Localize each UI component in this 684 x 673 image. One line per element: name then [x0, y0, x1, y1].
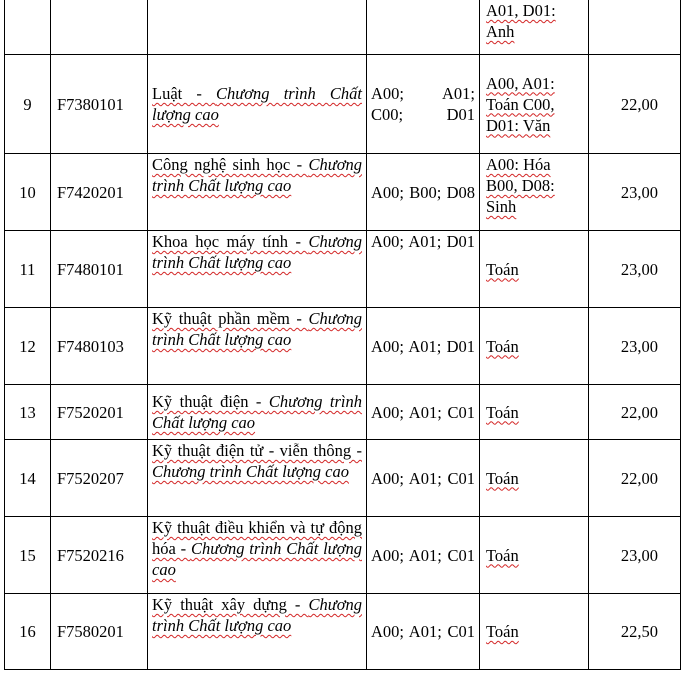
subject-combinations: A00; A01; C00; D01 — [367, 55, 480, 154]
admission-score-table — [4, 0, 681, 670]
subject-combinations: A00; A01; C01 — [367, 517, 480, 594]
main-subject: Toán — [480, 231, 589, 308]
row-number: 15 — [5, 517, 51, 594]
program-code: F7520216 — [51, 517, 148, 594]
program-name: Luật - Chương trình Chất lượng cao — [148, 55, 367, 154]
subject-combinations: A00; A01; C01 — [367, 594, 480, 670]
cutoff-score: 22,00 — [589, 385, 681, 440]
table-row — [5, 594, 681, 670]
program-name — [148, 0, 367, 55]
program-name: Kỹ thuật xây dựng - Chương trình Chất lượng cao — [148, 594, 367, 670]
main-subject: A00, A01: Toán C00, D01: Văn — [480, 55, 589, 154]
table-row — [5, 385, 681, 440]
main-subject: Toán — [480, 385, 589, 440]
program-code: F7580201 — [51, 594, 148, 670]
cutoff-score: 23,00 — [589, 154, 681, 231]
main-subject: Toán — [480, 308, 589, 385]
program-code: F7420201 — [51, 154, 148, 231]
program-code: F7480103 — [51, 308, 148, 385]
row-number — [5, 0, 51, 55]
program-name: Kỹ thuật điện tử - viễn thông - Chương trình Chất lượng cao — [148, 440, 367, 517]
table-row — [5, 154, 681, 231]
row-number: 13 — [5, 385, 51, 440]
main-subject: A00: Hóa B00, D08: Sinh — [480, 154, 589, 231]
row-number: 14 — [5, 440, 51, 517]
program-name: Khoa học máy tính - Chương trình Chất lượng cao — [148, 231, 367, 308]
subject-combinations — [367, 0, 480, 55]
program-name: Kỹ thuật điều khiển và tự động hóa - Chương trình Chất lượng cao — [148, 517, 367, 594]
table-row — [5, 308, 681, 385]
cutoff-score: 23,00 — [589, 517, 681, 594]
main-subject: Toán — [480, 440, 589, 517]
main-subject: Toán — [480, 594, 589, 670]
program-code: F7520201 — [51, 385, 148, 440]
table-row — [5, 517, 681, 594]
cutoff-score: 23,00 — [589, 231, 681, 308]
subject-combinations: A00; A01; C01 — [367, 385, 480, 440]
row-number: 11 — [5, 231, 51, 308]
row-number: 12 — [5, 308, 51, 385]
program-code: F7520207 — [51, 440, 148, 517]
subject-combinations: A00; A01; D01 — [367, 231, 480, 308]
program-code: F7480101 — [51, 231, 148, 308]
table-row — [5, 55, 681, 154]
cutoff-score: 22,00 — [589, 55, 681, 154]
table-row — [5, 231, 681, 308]
subject-combinations: A00; A01; C01 — [367, 440, 480, 517]
cutoff-score: 22,50 — [589, 594, 681, 670]
table-row — [5, 0, 681, 55]
subject-combinations: A00; A01; D01 — [367, 308, 480, 385]
subject-combinations: A00; B00; D08 — [367, 154, 480, 231]
table-row — [5, 440, 681, 517]
program-name: Công nghệ sinh học - Chương trình Chất lượng cao — [148, 154, 367, 231]
row-number: 9 — [5, 55, 51, 154]
cutoff-score: 22,00 — [589, 440, 681, 517]
program-code — [51, 0, 148, 55]
cutoff-score — [589, 0, 681, 55]
program-code: F7380101 — [51, 55, 148, 154]
row-number: 10 — [5, 154, 51, 231]
main-subject: Toán — [480, 517, 589, 594]
program-name: Kỹ thuật phần mềm - Chương trình Chất lượng cao — [148, 308, 367, 385]
main-subject: A01, D01: Anh — [480, 0, 589, 55]
program-name: Kỹ thuật điện - Chương trình Chất lượng cao — [148, 385, 367, 440]
row-number: 16 — [5, 594, 51, 670]
cutoff-score: 23,00 — [589, 308, 681, 385]
